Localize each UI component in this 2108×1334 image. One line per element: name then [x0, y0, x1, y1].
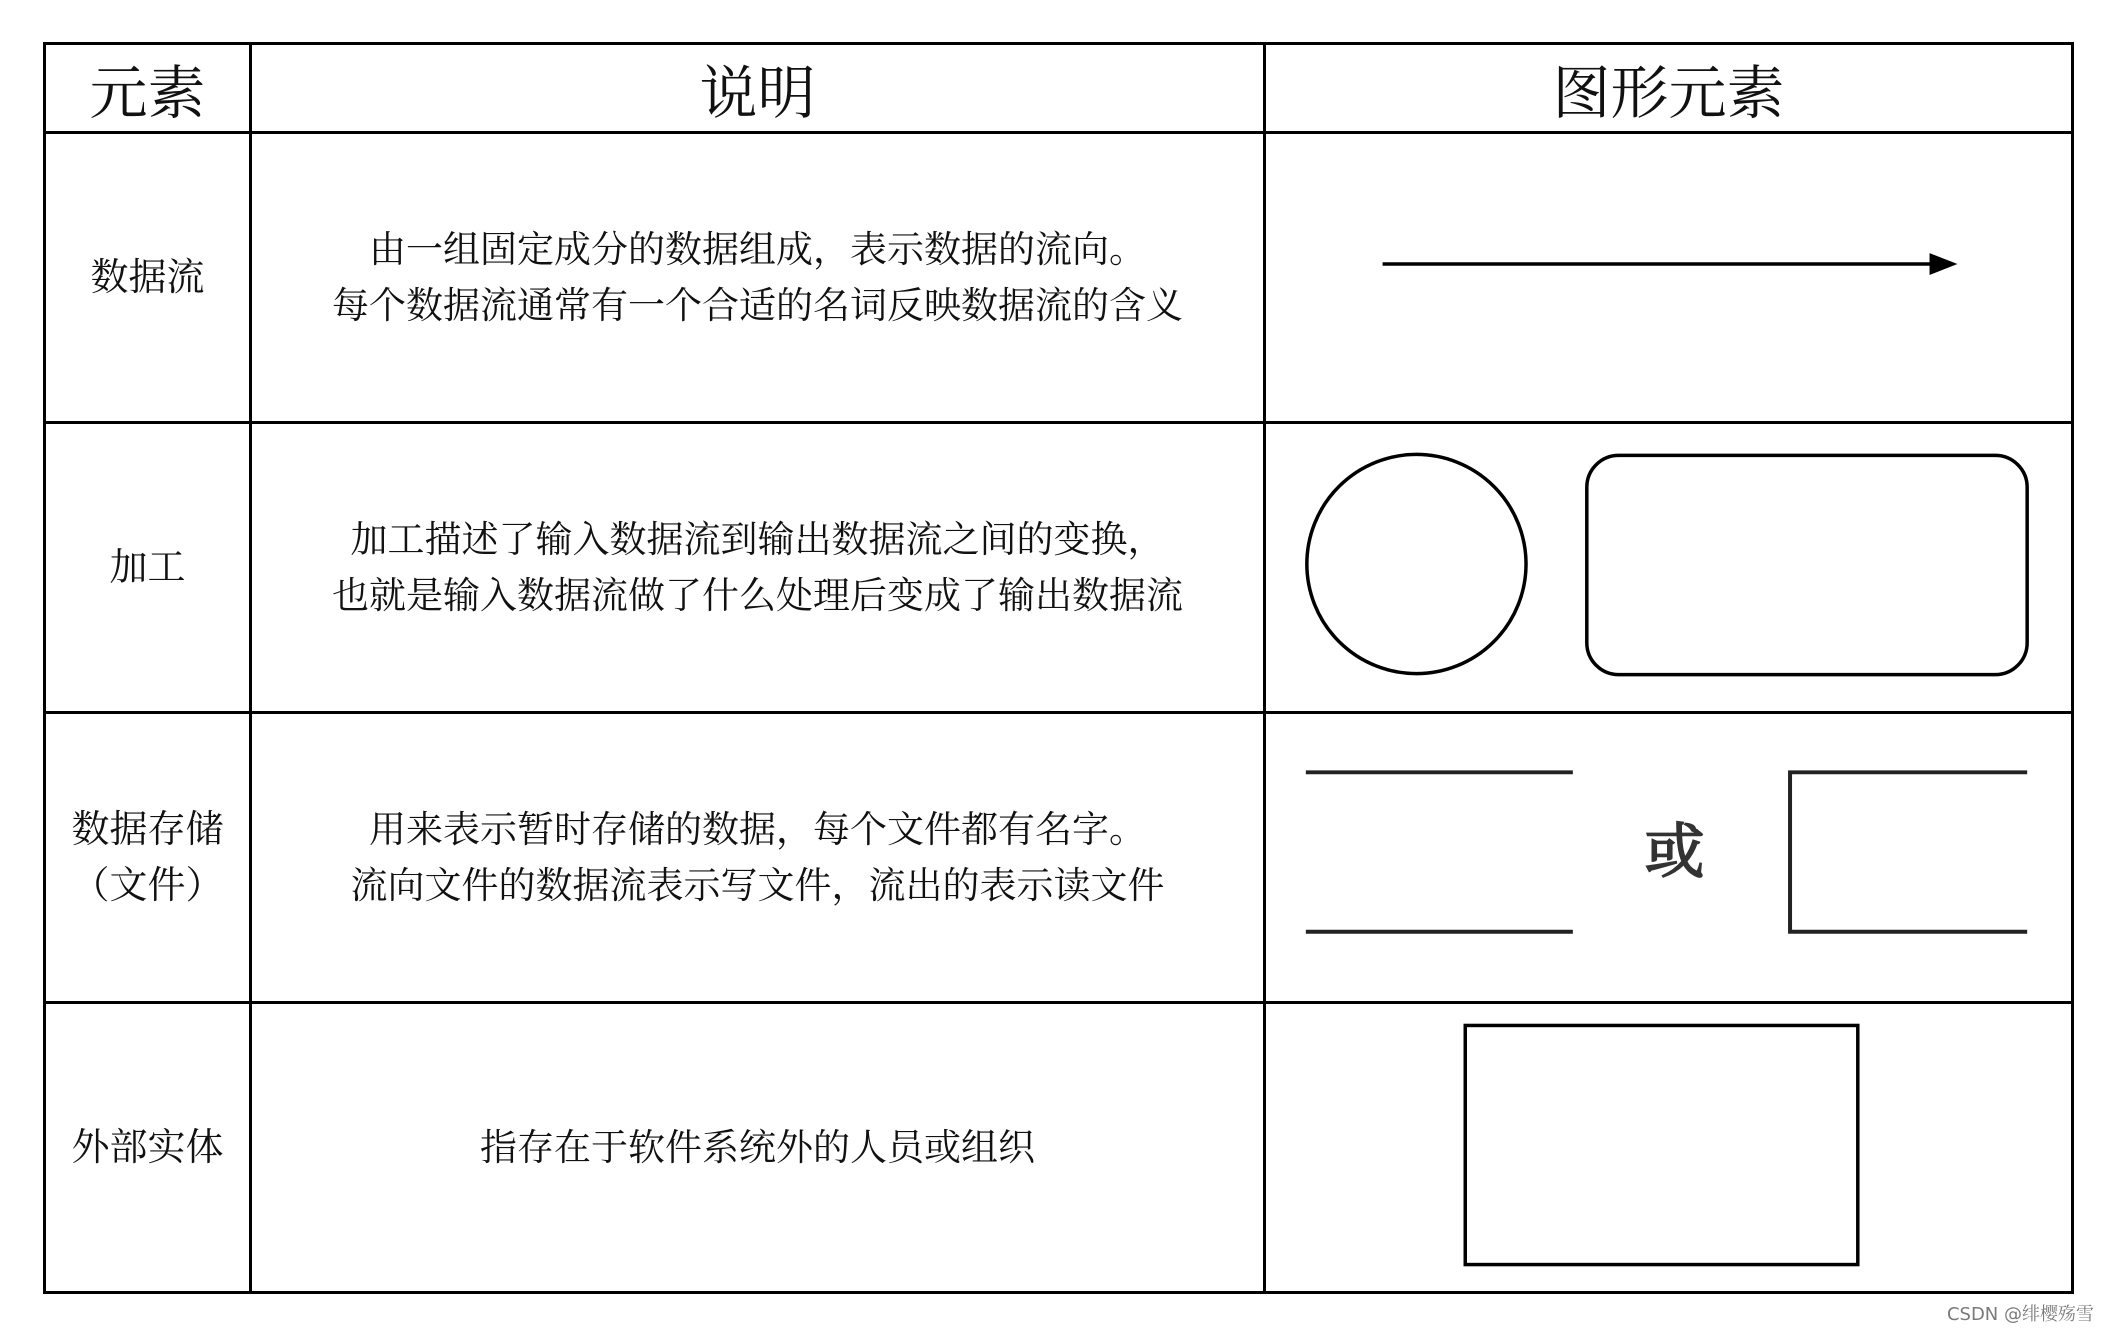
description-line: 也就是输入数据流做了什么处理后变成了输出数据流 — [332, 573, 1183, 617]
table-row-external-entity — [45, 1003, 2073, 1293]
element-name: 数据流 — [90, 254, 205, 299]
open-rectangle-shape — [1790, 772, 2027, 931]
description-line: 用来表示暂时存储的数据，每个文件都有名字。 — [369, 808, 1146, 851]
dfd-elements-table — [43, 42, 2074, 1294]
header-element: 元素 — [45, 44, 251, 133]
description-cell — [251, 133, 1265, 423]
header-description: 说明 — [251, 44, 1265, 133]
description-cell — [251, 1003, 1265, 1293]
rounded-rectangle-shape — [1587, 455, 2027, 674]
process-shapes — [1266, 424, 2071, 711]
element-name-cell — [45, 423, 251, 713]
description-line: 由一组固定成分的数据组成，表示数据的流向。 — [369, 228, 1146, 271]
description-line: 流向文件的数据流表示写文件，流出的表示读文件 — [350, 863, 1165, 907]
graphic-cell — [1265, 423, 2073, 713]
description-line: 指存在于软件系统外的人员或组织 — [480, 1125, 1035, 1169]
description-line: 加工描述了输入数据流到输出数据流之间的变换， — [350, 518, 1165, 561]
element-name-cell — [45, 133, 251, 423]
element-name-cell — [45, 713, 251, 1003]
rectangle-shape — [1266, 1004, 2071, 1291]
table-row-process — [45, 423, 2073, 713]
watermark: CSDN @绯樱殇雪 — [1946, 1304, 2094, 1325]
header-graphic-element: 图形元素 — [1265, 44, 2073, 133]
or-label: 或 — [1644, 816, 1705, 887]
element-name-cell — [45, 1003, 251, 1293]
element-name: 加工 — [109, 544, 186, 589]
element-name: 数据存储 — [71, 807, 224, 852]
graphic-cell — [1265, 713, 2073, 1003]
element-name: 外部实体 — [71, 1124, 224, 1169]
description-cell — [251, 423, 1265, 713]
circle-shape — [1307, 454, 1526, 673]
data-store-shapes — [1266, 714, 2071, 1001]
table-row-data-store — [45, 713, 2073, 1003]
element-name-subtitle: （文件） — [71, 862, 224, 907]
description-line: 每个数据流通常有一个合适的名词反映数据流的含义 — [332, 283, 1183, 327]
header-row — [45, 44, 2073, 133]
graphic-cell — [1265, 133, 2073, 423]
table-row-data-flow — [45, 133, 2073, 423]
graphic-cell — [1265, 1003, 2073, 1293]
arrow-shape — [1266, 134, 2071, 421]
description-cell — [251, 713, 1265, 1003]
parallel-lines-shape — [1306, 772, 1573, 931]
